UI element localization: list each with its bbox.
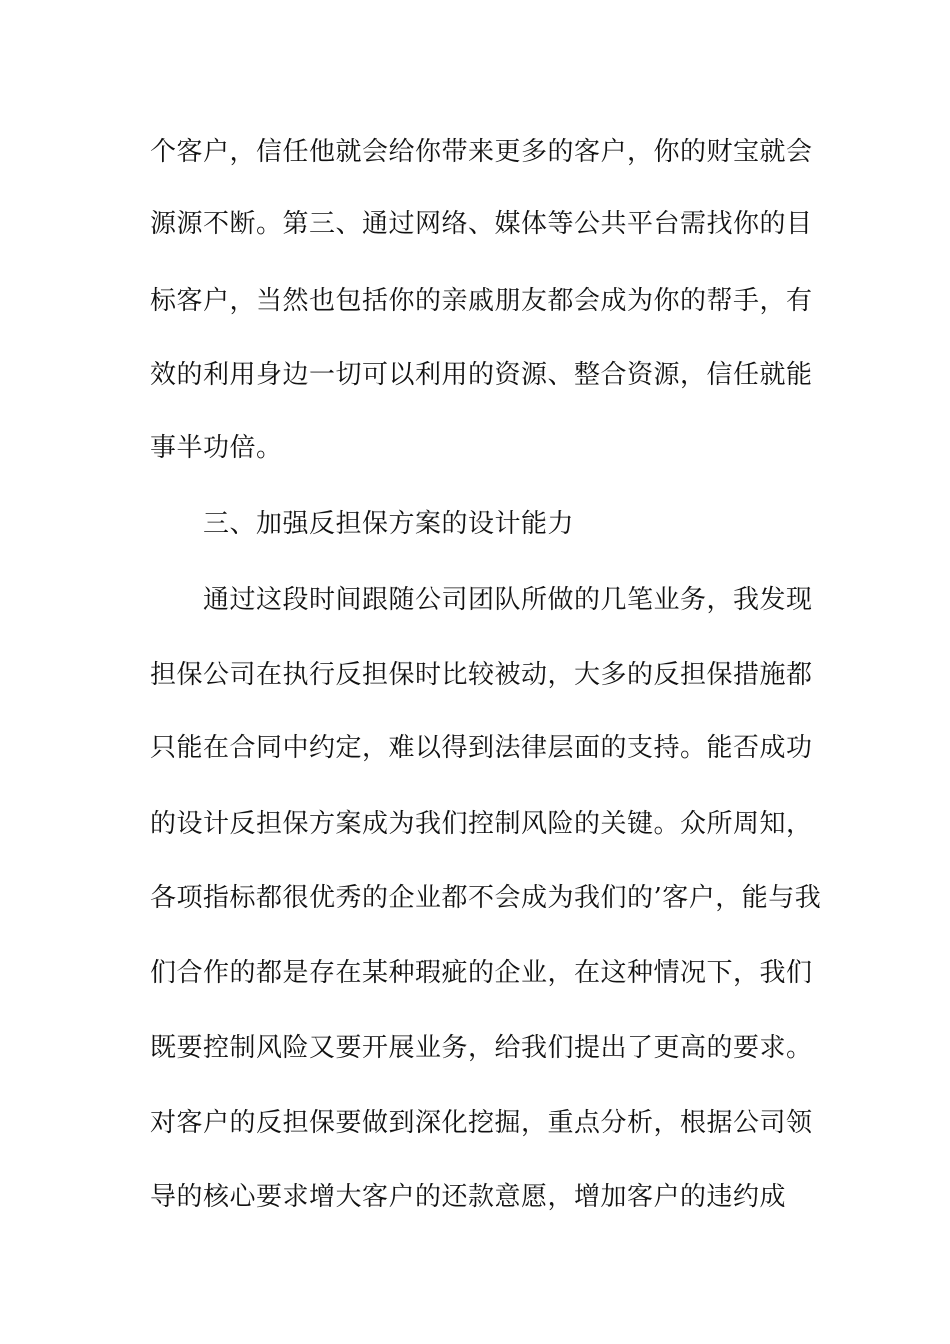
body-text-line: 效的利用身边一切可以利用的资源、整合资源，信任就能 <box>150 360 813 390</box>
body-text-line: 标客户，当然也包括你的亲戚朋友都会成为你的帮手，有 <box>150 286 813 316</box>
body-text-line: 既要控制风险又要开展业务，给我们提出了更高的要求。 <box>150 1033 813 1063</box>
body-text-line: 各项指标都很优秀的企业都不会成为我们的’客户，能与我 <box>150 883 822 913</box>
body-text-line: 导的核心要求增大客户的还款意愿，增加客户的违约成 <box>150 1182 787 1212</box>
paragraph-first-line: 通过这段时间跟随公司团队所做的几笔业务，我发现 <box>203 585 813 615</box>
body-text-line: 源源不断。第三、通过网络、媒体等公共平台需找你的目 <box>150 209 813 239</box>
body-text-line: 事半功倍。 <box>150 433 283 463</box>
body-text-line: 个客户，信任他就会给你带来更多的客户，你的财宝就会 <box>150 137 813 167</box>
body-text-line: 的设计反担保方案成为我们控制风险的关键。众所周知， <box>150 809 813 839</box>
section-heading: 三、加强反担保方案的设计能力 <box>203 509 575 539</box>
body-text-line: 只能在合同中约定，难以得到法律层面的支持。能否成功 <box>150 733 813 763</box>
body-text-line: 对客户的反担保要做到深化挖掘，重点分析，根据公司领 <box>150 1108 813 1138</box>
body-text-line: 担保公司在执行反担保时比较被动，大多的反担保措施都 <box>150 660 813 690</box>
body-text-line: 们合作的都是存在某种瑕疵的企业，在这种情况下，我们 <box>150 958 813 988</box>
